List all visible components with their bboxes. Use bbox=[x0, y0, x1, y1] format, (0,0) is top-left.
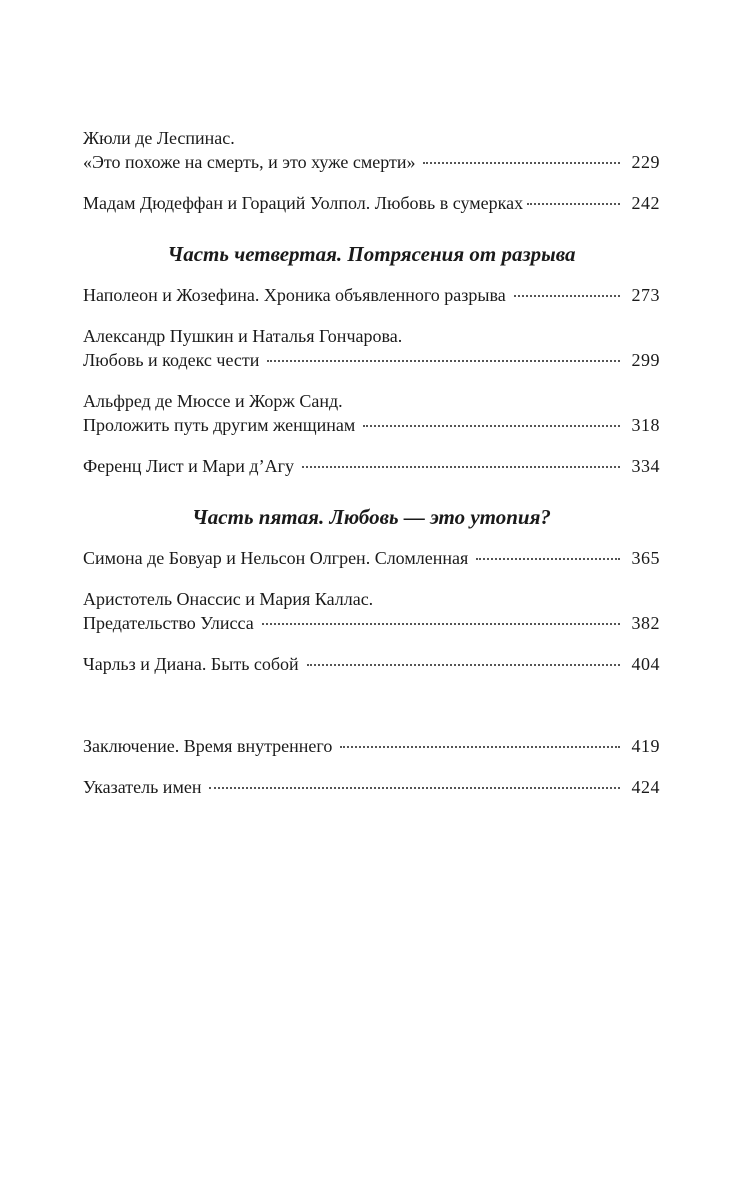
toc-entry-title: Ференц Лист и Мари д’Агу bbox=[83, 456, 294, 476]
section-heading: Часть четвертая. Потрясения от разрыва bbox=[167, 242, 576, 266]
dot-leader bbox=[423, 161, 620, 164]
toc-page-number: 273 bbox=[631, 285, 660, 305]
toc-entry-title: Заключение. Время внутреннего bbox=[83, 736, 333, 756]
toc-entry-title-line: Аристотель Онассис и Мария Каллас. bbox=[83, 589, 374, 609]
section-heading: Часть пятая. Любовь — это утопия? bbox=[192, 505, 551, 529]
toc-entry-row bbox=[83, 775, 660, 799]
toc-entry[interactable] bbox=[83, 389, 660, 437]
toc-page-number: 419 bbox=[631, 736, 660, 756]
toc-entry-row bbox=[83, 413, 660, 437]
toc-page-number: 242 bbox=[631, 193, 660, 213]
toc-entry[interactable] bbox=[83, 546, 660, 570]
toc-entry[interactable] bbox=[83, 587, 660, 635]
dot-leader bbox=[476, 557, 620, 560]
toc-entry-title: Симона де Бовуар и Нельсон Олгрен. Сломленная bbox=[83, 548, 469, 568]
toc-page-number: 299 bbox=[631, 350, 660, 370]
dot-leader bbox=[527, 202, 620, 205]
toc-entry[interactable] bbox=[83, 652, 660, 676]
toc-entry-row bbox=[83, 546, 660, 570]
table-of-contents bbox=[83, 126, 660, 799]
toc-entry-title: Указатель имен bbox=[83, 777, 202, 797]
toc-entry-row bbox=[83, 454, 660, 478]
toc-entry-row bbox=[83, 652, 660, 676]
toc-entry-title: Чарльз и Диана. Быть собой bbox=[83, 654, 299, 674]
toc-entry-row bbox=[83, 191, 660, 215]
toc-entry[interactable] bbox=[83, 734, 660, 758]
toc-entry-title: Предательство Улисса bbox=[83, 613, 254, 633]
toc-page-number: 229 bbox=[631, 152, 660, 172]
toc-page-number: 318 bbox=[631, 415, 660, 435]
dot-leader bbox=[514, 294, 620, 297]
toc-page-number: 424 bbox=[631, 777, 660, 797]
toc-page-number: 382 bbox=[631, 613, 660, 633]
dot-leader bbox=[340, 745, 620, 748]
toc-entry[interactable] bbox=[83, 191, 660, 215]
toc-entry[interactable] bbox=[83, 775, 660, 799]
toc-entry[interactable] bbox=[83, 454, 660, 478]
dot-leader bbox=[209, 786, 620, 789]
toc-entry-title-line: Александр Пушкин и Наталья Гончарова. bbox=[83, 326, 403, 346]
dot-leader bbox=[363, 424, 620, 427]
toc-entry-row bbox=[83, 611, 660, 635]
toc-entry-row bbox=[83, 283, 660, 307]
toc-entry-title: Проложить путь другим женщинам bbox=[83, 415, 356, 435]
toc-entry[interactable] bbox=[83, 324, 660, 372]
toc-page-number: 404 bbox=[631, 654, 660, 674]
dot-leader bbox=[262, 622, 620, 625]
toc-entry[interactable] bbox=[83, 283, 660, 307]
toc-entry-row bbox=[83, 348, 660, 372]
toc-entry[interactable] bbox=[83, 126, 660, 174]
toc-entry-title: Любовь и кодекс чести bbox=[83, 350, 260, 370]
toc-entry-title-line: Жюли де Леспинас. bbox=[83, 128, 235, 148]
dot-leader bbox=[267, 359, 620, 362]
toc-page-number: 334 bbox=[631, 456, 660, 476]
dot-leader bbox=[307, 663, 620, 666]
toc-entry-title: Мадам Дюдеффан и Гораций Уолпол. Любовь в сумерках bbox=[83, 193, 524, 213]
dot-leader bbox=[302, 465, 620, 468]
toc-entry-title-line: Альфред де Мюссе и Жорж Санд. bbox=[83, 391, 343, 411]
toc-entry-title: «Это похоже на смерть, и это хуже смерти» bbox=[83, 152, 416, 172]
toc-page-number: 365 bbox=[631, 548, 660, 568]
toc-entry-row bbox=[83, 734, 660, 758]
toc-entry-row bbox=[83, 150, 660, 174]
toc-entry-title: Наполеон и Жозефина. Хроника объявленного разрыва bbox=[83, 285, 506, 305]
